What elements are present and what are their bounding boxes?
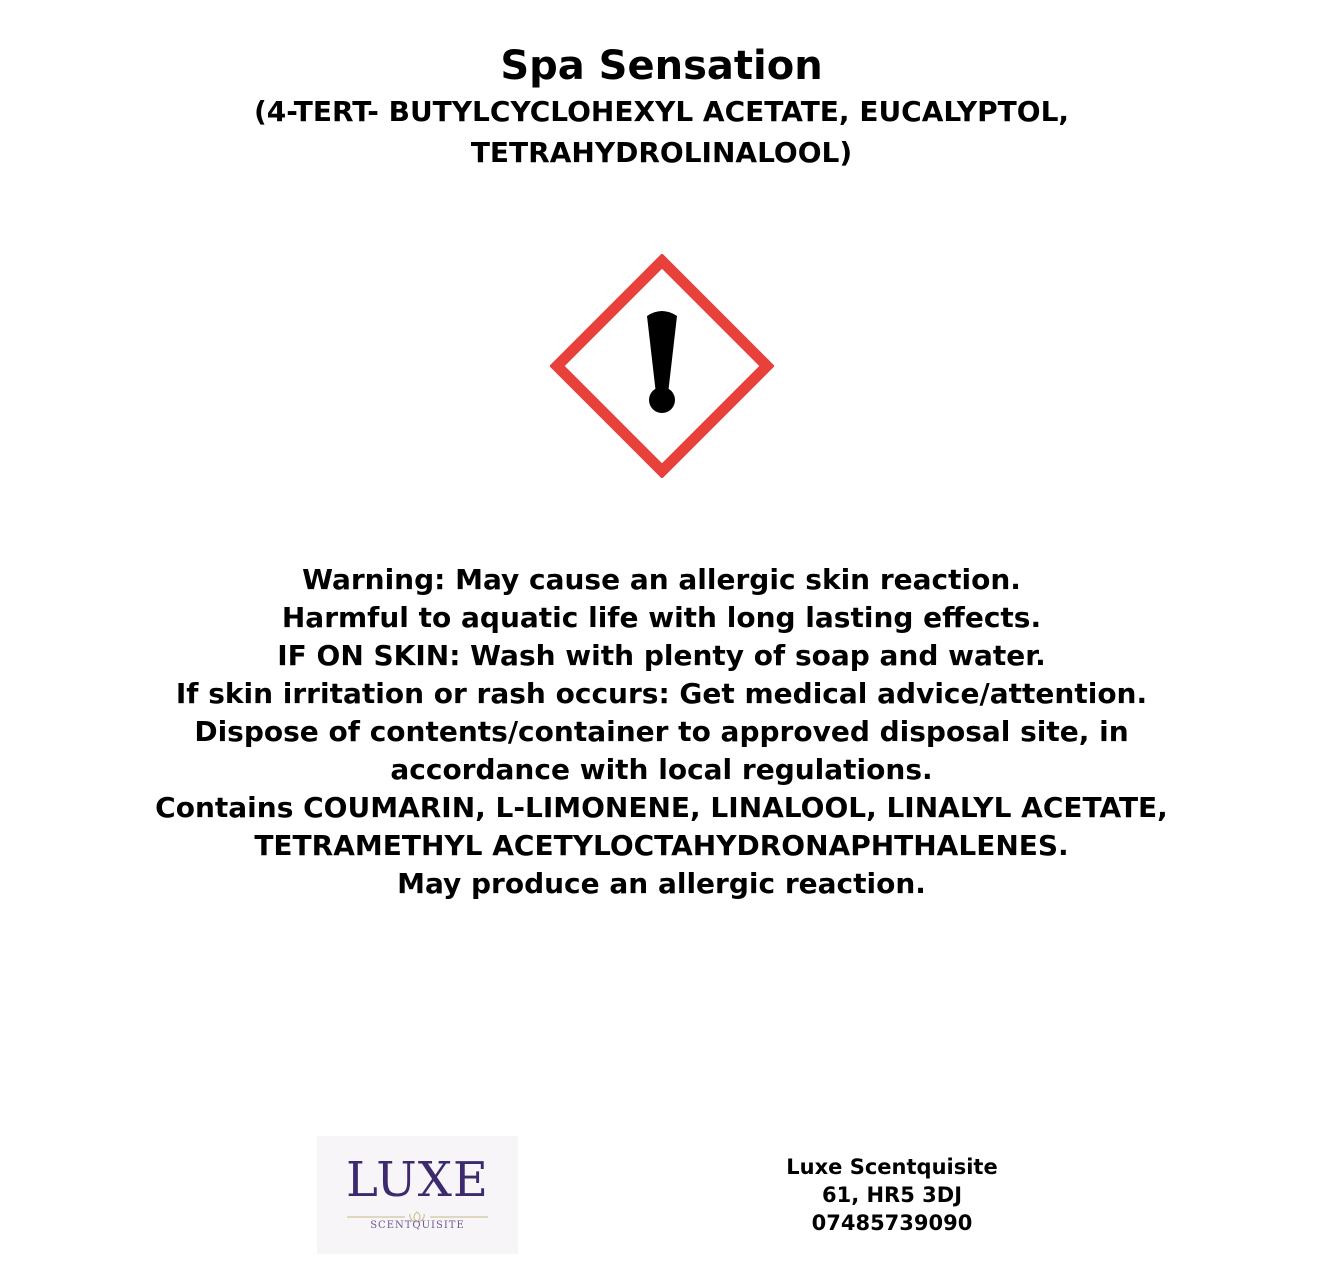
logo-wordmark: LUXE bbox=[346, 1152, 489, 1208]
supplier-phone: 07485739090 bbox=[811, 1211, 973, 1235]
ghs-exclamation-mark-icon bbox=[550, 254, 774, 478]
brand-logo bbox=[317, 1136, 518, 1254]
supplier-details bbox=[742, 1153, 1042, 1237]
supplier-name: Luxe Scentquisite bbox=[786, 1155, 998, 1179]
logo-tagline: SCENTQUISITE bbox=[370, 1220, 465, 1231]
disposal-statement: Dispose of contents/container to approved disposal site, in bbox=[194, 715, 1129, 748]
precaution-statement: If skin irritation or rash occurs: Get medical advice/attention. bbox=[175, 677, 1148, 710]
allergen-statement: Contains COUMARIN, L-LIMONENE, LINALOOL, LINALYL ACETATE, bbox=[155, 791, 1168, 824]
hazard-statement: Harmful to aquatic life with long lasting effects. bbox=[281, 601, 1042, 634]
ingredients-line: (4-TERT- BUTYLCYCLOHEXYL ACETATE, EUCALYPTOL, TETRAHYDROLINALOOL) bbox=[253, 95, 1070, 169]
hazard-statements bbox=[60, 561, 1263, 903]
hazard-statement: Warning: May cause an allergic skin reaction. bbox=[302, 563, 1021, 596]
supplier-address: 61, HR5 3DJ bbox=[821, 1183, 963, 1207]
precaution-statement: IF ON SKIN: Wash with plenty of soap and water. bbox=[277, 639, 1046, 672]
ghs-pictogram bbox=[550, 254, 774, 478]
allergen-statement: May produce an allergic reaction. bbox=[397, 867, 926, 900]
disposal-statement: accordance with local regulations. bbox=[390, 753, 933, 786]
product-name: Spa Sensation bbox=[500, 43, 823, 89]
allergen-statement: TETRAMETHYL ACETYLOCTAHYDRONAPHTHALENES. bbox=[254, 829, 1069, 862]
